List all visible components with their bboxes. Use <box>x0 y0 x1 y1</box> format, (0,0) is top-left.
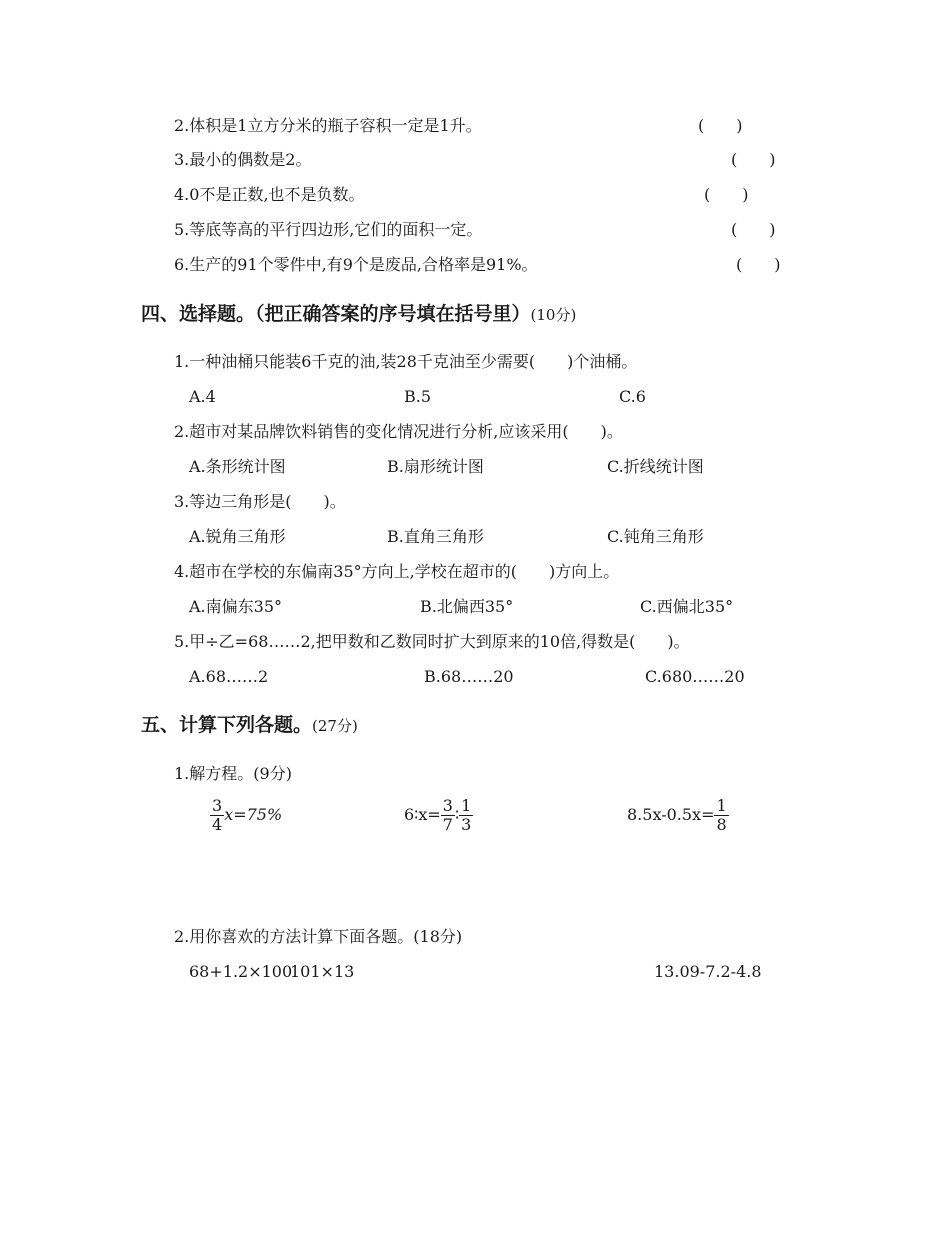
expression-3: 13.09-7.2-4.8 <box>654 962 762 981</box>
option-1a[interactable]: A.4 <box>189 387 216 406</box>
option-4b[interactable]: B.北偏西35° <box>420 597 514 616</box>
expression-1: 68+1.2×100 <box>189 962 293 981</box>
frac-numerator: 1 <box>716 796 727 815</box>
option-4c[interactable]: C.西偏北35° <box>640 597 734 616</box>
judge-item-4: 4.0不是正数,也不是负数。 <box>174 185 365 204</box>
section-heading-calc <box>141 713 358 738</box>
frac-denominator: 7 <box>442 815 453 834</box>
equation-rest: x=75% <box>224 805 283 824</box>
answer-blank-6[interactable]: ( ) <box>736 255 781 274</box>
section-points: (10分) <box>530 306 577 324</box>
choice-question-1: 1.一种油桶只能装6千克的油,装28千克油至少需要( )个油桶。 <box>174 352 638 371</box>
section-heading-choice <box>141 302 576 327</box>
option-2a[interactable]: A.条形统计图 <box>189 457 286 476</box>
frac-numerator: 3 <box>212 796 223 815</box>
equation-1 <box>210 797 282 834</box>
option-5c[interactable]: C.680……20 <box>645 667 745 686</box>
section-points: (27分) <box>312 717 358 735</box>
judge-item-3: 3.最小的偶数是2。 <box>174 150 312 169</box>
section-title: 四、选择题。（把正确答案的序号填在括号里） <box>141 303 531 325</box>
equation-3 <box>627 797 729 834</box>
answer-blank-4[interactable]: ( ) <box>704 185 749 204</box>
answer-blank-2[interactable]: ( ) <box>698 116 743 135</box>
choice-question-5: 5.甲÷乙=68……2,把甲数和乙数同时扩大到原来的10倍,得数是( )。 <box>174 632 690 651</box>
choice-question-4: 4.超市在学校的东偏南35°方向上,学校在超市的( )方向上。 <box>174 562 620 581</box>
option-1c[interactable]: C.6 <box>619 387 646 406</box>
frac-denominator: 3 <box>461 815 472 834</box>
frac-numerator: 3 <box>442 796 453 815</box>
equation-lead: 6∶x= <box>404 805 441 824</box>
option-5a[interactable]: A.68……2 <box>189 667 269 686</box>
option-4a[interactable]: A.南偏东35° <box>189 597 283 616</box>
choice-question-2: 2.超市对某品牌饮料销售的变化情况进行分析,应该采用( )。 <box>174 422 623 441</box>
option-3c[interactable]: C.钝角三角形 <box>607 527 704 546</box>
frac-denominator: 8 <box>716 815 727 834</box>
option-2c[interactable]: C.折线统计图 <box>607 457 704 476</box>
option-2b[interactable]: B.扇形统计图 <box>387 457 484 476</box>
equation-2 <box>404 797 473 834</box>
choice-question-3: 3.等边三角形是( )。 <box>174 492 346 511</box>
frac-denominator: 4 <box>212 815 223 834</box>
answer-blank-5[interactable]: ( ) <box>731 220 776 239</box>
judge-item-6: 6.生产的91个零件中,有9个是废品,合格率是91%。 <box>174 255 538 274</box>
sub-question-1-title: 1.解方程。(9分) <box>174 764 292 783</box>
option-3b[interactable]: B.直角三角形 <box>387 527 484 546</box>
section-title: 五、计算下列各题。 <box>141 714 313 736</box>
option-1b[interactable]: B.5 <box>404 387 432 406</box>
expression-2: 101×13 <box>290 962 355 981</box>
option-5b[interactable]: B.68……20 <box>424 667 514 686</box>
ratio-sign: ∶ <box>454 805 460 824</box>
answer-blank-3[interactable]: ( ) <box>731 150 776 169</box>
equation-lead: 8.5x-0.5x= <box>627 805 715 824</box>
judge-item-5: 5.等底等高的平行四边形,它们的面积一定。 <box>174 220 483 239</box>
option-3a[interactable]: A.锐角三角形 <box>189 527 286 546</box>
judge-item-2: 2.体积是1立方分米的瓶子容积一定是1升。 <box>174 116 482 135</box>
sub-question-2-title: 2.用你喜欢的方法计算下面各题。(18分) <box>174 927 463 946</box>
frac-numerator: 1 <box>461 796 472 815</box>
